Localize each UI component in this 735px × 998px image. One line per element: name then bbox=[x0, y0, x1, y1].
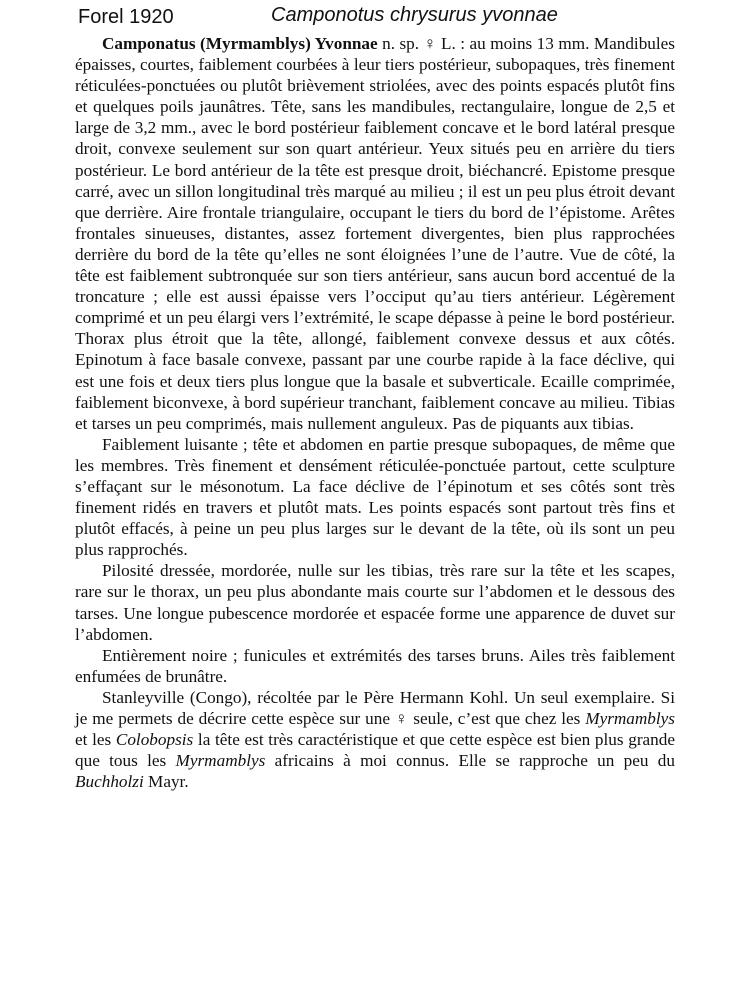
text-run: n. sp. ♀ L. : au moins 13 mm. Mandibules épaisses, courtes, faiblement courbées à leur tiers postérieur, subopaques, très finement réticulées-ponctuées ou plutôt brièvement striolées, avec des points espacés plutôt fins et quelques poils jaunâtres. Tête, sans les mandibules, rectangulaire, longue de 2,5 et large de 3,2 mm., avec le bord postérieur faiblement concave et le bord latéral presque droit, convexe seulement sur son quart antérieur. Yeux situés peu en arrière du tiers postérieur. Le bord antérieur de la tête est presque droit, biéchancré. Epistome presque carré, avec un sillon longitudinal très marqué au milieu ; il est un peu plus étroit devant que derrière. Aire frontale triangulaire, occupant le tiers du bord de l’épistome. Arêtes frontales sinueuses, distantes, assez fortement divergentes, bien plus rapprochées derrière du bord de la tête qu’elles ne sont éloignées l’une de l’autre. Vue de côté, la tête est faiblement subtronquée sur son tiers antérieur, sans aucun bord accentué de la troncature ; elle est aussi épaisse vers l’occiput qu’au tiers antérieur. Légèrement comprimé et un peu élargi vers l’extrémité, le scape dépasse à peine le bord postérieur. Thorax plus étroit que la tête, allongé, faiblement convexe dessus et aux côtés. Epinotum à face basale convexe, passant par une courbe rapide à la face déclive, qui est une fois et deux tiers plus longue que la basale et subverticale. Ecaille comprimée, faiblement biconvexe, à bord supérieur tranchant, faiblement concave au milieu. Tibias et tarses un peu comprimés, mais nullement anguleux. Pas de piquants aux tibias. bbox=[75, 34, 675, 433]
text-run: Entièrement noire ; funicules et extrémités des tarses bruns. Ailes très faiblement enfumées de brunâtre. bbox=[75, 645, 675, 686]
paragraph-color bbox=[75, 645, 675, 687]
paragraph-pilosity bbox=[75, 560, 675, 644]
paragraph-description bbox=[75, 33, 675, 434]
text-run: africains à moi connus. Elle se rapproche un peu du bbox=[265, 751, 675, 771]
text-run: Stanleyville (Congo), récoltée par le Père Hermann Kohl. Un seul exemplaire. Si je me permets de décrire cette espèce sur une ♀ seule, c’est que chez les bbox=[75, 687, 675, 728]
paragraph-locality bbox=[75, 687, 675, 792]
header-species-name: Camponotus chrysurus yvonnae bbox=[271, 4, 558, 26]
taxon-name: Myrmamblys bbox=[175, 751, 266, 771]
paragraph-sculpture bbox=[75, 434, 675, 561]
taxon-name: Myrmamblys bbox=[585, 709, 675, 728]
text-run: Pilosité dressée, mordorée, nulle sur les tibias, très rare sur la tête et les scapes, rare sur le thorax, un peu plus abondante mais courte sur l’abdomen et le dessous des tarses. Une longue pubescence mordorée et espacée forme une apparence de duvet sur l’abdomen. bbox=[75, 561, 675, 644]
species-heading: Camponatus (Myrmamblys) Yvonnae bbox=[102, 34, 378, 53]
text-run: Faiblement luisante ; tête et abdomen en partie presque subopaques, de même que les membres. Très finement et densément réticulée-ponctuée partout, cette sculpture s’effaçant sur le mésonotum. La face déclive de l’épinotum et ses côtés sont très finement ridés en travers et plutôt mats. Les points espacés sont partout très fins et plutôt effacés, à peine un peu plus larges sur le devant de la tête, où ils sont un peu plus rapprochés. bbox=[75, 434, 675, 560]
taxon-name: Buchholzi bbox=[75, 772, 144, 792]
document-body bbox=[75, 33, 675, 792]
header-author-year: Forel 1920 bbox=[78, 6, 174, 28]
taxon-name: Colobopsis bbox=[115, 730, 194, 750]
page-header bbox=[0, 4, 735, 30]
text-run: et les bbox=[75, 730, 116, 750]
text-run: la tête est très caractéristique et que cette espèce est bien plus grande que tous les bbox=[75, 730, 676, 771]
text-run: Mayr. bbox=[143, 772, 189, 792]
